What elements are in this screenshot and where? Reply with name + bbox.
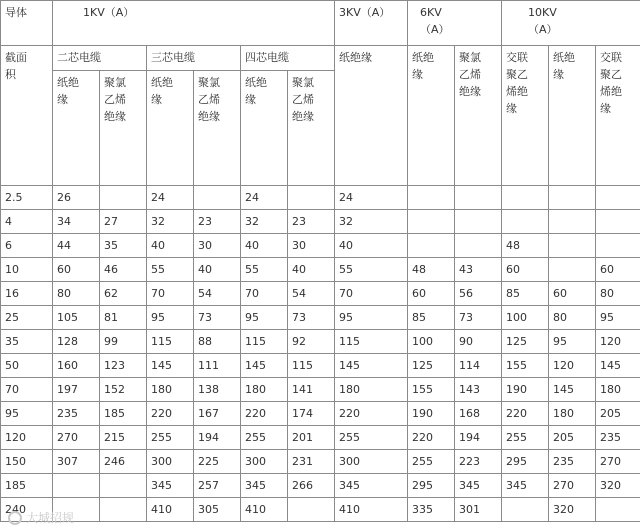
- section-header: 截面积: [1, 46, 53, 186]
- current-cell: 95: [596, 306, 640, 330]
- section-cell: 2.5: [1, 186, 53, 210]
- current-cell: 301: [455, 498, 502, 522]
- current-cell: 345: [335, 474, 408, 498]
- current-cell: 145: [549, 378, 596, 402]
- section-cell: 240: [1, 498, 53, 522]
- current-cell: 92: [288, 330, 335, 354]
- current-cell: [502, 498, 549, 522]
- current-cell: 194: [455, 426, 502, 450]
- current-cell: 300: [147, 450, 194, 474]
- current-cell: 141: [288, 378, 335, 402]
- current-cell: 270: [53, 426, 100, 450]
- current-cell: 305: [194, 498, 241, 522]
- current-cell: 60: [596, 258, 640, 282]
- current-cell: [549, 234, 596, 258]
- current-cell: [549, 258, 596, 282]
- current-cell: [549, 210, 596, 234]
- current-cell: 43: [455, 258, 502, 282]
- current-cell: 125: [502, 330, 549, 354]
- current-cell: 55: [147, 258, 194, 282]
- current-cell: 138: [194, 378, 241, 402]
- current-cell: [455, 210, 502, 234]
- table-row: [1, 474, 640, 498]
- current-cell: 40: [147, 234, 194, 258]
- xlpe-insulation-10kv-header-2: 交联聚乙烯绝缘: [596, 46, 640, 186]
- section-cell: 25: [1, 306, 53, 330]
- current-cell: 70: [241, 282, 288, 306]
- current-cell: 30: [288, 234, 335, 258]
- conductor-header: 导体: [1, 1, 53, 46]
- current-cell: 220: [241, 402, 288, 426]
- current-cell: 345: [241, 474, 288, 498]
- current-cell: 180: [596, 378, 640, 402]
- table-row: [1, 426, 640, 450]
- current-cell: 34: [53, 210, 100, 234]
- current-cell: 223: [455, 450, 502, 474]
- table-row: [1, 186, 640, 210]
- current-cell: 95: [549, 330, 596, 354]
- current-cell: 220: [408, 426, 455, 450]
- current-cell: 155: [408, 378, 455, 402]
- pvc-insulation-6kv-header: 聚氯乙烯绝缘: [455, 46, 502, 186]
- current-cell: 225: [194, 450, 241, 474]
- current-cell: 231: [288, 450, 335, 474]
- three-core-pvc-header: 聚氯乙烯绝缘: [194, 71, 241, 186]
- section-cell: 50: [1, 354, 53, 378]
- current-cell: 23: [194, 210, 241, 234]
- current-cell: 220: [335, 402, 408, 426]
- current-cell: 123: [100, 354, 147, 378]
- current-cell: 143: [455, 378, 502, 402]
- current-cell: 197: [53, 378, 100, 402]
- current-cell: 205: [596, 402, 640, 426]
- current-cell: 201: [288, 426, 335, 450]
- current-cell: 54: [194, 282, 241, 306]
- current-cell: 70: [335, 282, 408, 306]
- paper-insulation-3kv-header: 纸绝缘: [335, 46, 408, 186]
- two-core-pvc-header: 聚氯乙烯绝缘: [100, 71, 147, 186]
- current-cell: 128: [53, 330, 100, 354]
- current-cell: 73: [288, 306, 335, 330]
- current-cell: [455, 186, 502, 210]
- current-cell: 215: [100, 426, 147, 450]
- current-cell: [194, 186, 241, 210]
- section-cell: 35: [1, 330, 53, 354]
- current-cell: 410: [147, 498, 194, 522]
- current-cell: 180: [241, 378, 288, 402]
- voltage-10kv-header: 10KV （A）: [502, 1, 640, 46]
- current-cell: 62: [100, 282, 147, 306]
- current-cell: 255: [147, 426, 194, 450]
- current-cell: 115: [241, 330, 288, 354]
- current-cell: 54: [288, 282, 335, 306]
- current-cell: 180: [147, 378, 194, 402]
- current-cell: [100, 474, 147, 498]
- table-row: [1, 234, 640, 258]
- current-cell: [596, 186, 640, 210]
- current-cell: 145: [596, 354, 640, 378]
- current-cell: 180: [549, 402, 596, 426]
- current-cell: 60: [53, 258, 100, 282]
- current-cell: 300: [241, 450, 288, 474]
- current-cell: 32: [241, 210, 288, 234]
- section-cell: 70: [1, 378, 53, 402]
- current-cell: 46: [100, 258, 147, 282]
- current-cell: 115: [335, 330, 408, 354]
- current-cell: 35: [100, 234, 147, 258]
- current-cell: [549, 186, 596, 210]
- current-cell: 99: [100, 330, 147, 354]
- section-cell: 120: [1, 426, 53, 450]
- four-core-pvc-header: 聚氯乙烯绝缘: [288, 71, 335, 186]
- current-cell: 270: [549, 474, 596, 498]
- current-cell: 100: [408, 330, 455, 354]
- current-cell: 44: [53, 234, 100, 258]
- current-cell: 114: [455, 354, 502, 378]
- current-cell: 100: [502, 306, 549, 330]
- current-cell: 125: [408, 354, 455, 378]
- current-cell: 345: [147, 474, 194, 498]
- current-cell: 32: [335, 210, 408, 234]
- section-cell: 95: [1, 402, 53, 426]
- current-cell: 255: [241, 426, 288, 450]
- current-cell: 145: [147, 354, 194, 378]
- current-cell: 24: [241, 186, 288, 210]
- current-cell: [502, 186, 549, 210]
- current-cell: 56: [455, 282, 502, 306]
- current-cell: 220: [147, 402, 194, 426]
- current-cell: 120: [549, 354, 596, 378]
- current-cell: 55: [241, 258, 288, 282]
- table-row: [1, 258, 640, 282]
- table-row: [1, 282, 640, 306]
- current-cell: [596, 234, 640, 258]
- current-cell: 295: [502, 450, 549, 474]
- watermark: 大城招规: [8, 509, 74, 526]
- two-core-header: 二芯电缆: [53, 46, 147, 71]
- current-cell: 70: [147, 282, 194, 306]
- current-cell: 220: [502, 402, 549, 426]
- table-row: [1, 378, 640, 402]
- current-cell: 300: [335, 450, 408, 474]
- current-cell: 26: [53, 186, 100, 210]
- current-cell: [596, 498, 640, 522]
- table-row: [1, 306, 640, 330]
- current-cell: [53, 474, 100, 498]
- table-row: [1, 354, 640, 378]
- three-core-header: 三芯电缆: [147, 46, 241, 71]
- current-cell: 60: [408, 282, 455, 306]
- current-cell: 105: [53, 306, 100, 330]
- current-cell: 24: [147, 186, 194, 210]
- current-cell: 32: [147, 210, 194, 234]
- current-cell: 23: [288, 210, 335, 234]
- four-core-paper-header: 纸绝缘: [241, 71, 288, 186]
- current-cell: 190: [408, 402, 455, 426]
- table-row: [1, 498, 640, 522]
- current-cell: [502, 210, 549, 234]
- current-cell: [455, 234, 502, 258]
- current-cell: 266: [288, 474, 335, 498]
- current-cell: 80: [549, 306, 596, 330]
- current-cell: 120: [596, 330, 640, 354]
- section-cell: 4: [1, 210, 53, 234]
- current-cell: [408, 210, 455, 234]
- current-cell: 80: [596, 282, 640, 306]
- current-cell: 205: [549, 426, 596, 450]
- current-cell: 160: [53, 354, 100, 378]
- current-cell: 235: [53, 402, 100, 426]
- current-cell: 30: [194, 234, 241, 258]
- current-cell: 235: [596, 426, 640, 450]
- current-cell: 81: [100, 306, 147, 330]
- current-cell: [596, 210, 640, 234]
- current-cell: 168: [455, 402, 502, 426]
- current-cell: 24: [335, 186, 408, 210]
- current-cell: 410: [241, 498, 288, 522]
- current-cell: 345: [502, 474, 549, 498]
- current-cell: 40: [335, 234, 408, 258]
- current-cell: 255: [408, 450, 455, 474]
- current-cell: [408, 186, 455, 210]
- current-cell: 345: [455, 474, 502, 498]
- current-cell: 167: [194, 402, 241, 426]
- section-cell: 16: [1, 282, 53, 306]
- current-cell: [288, 186, 335, 210]
- current-cell: 40: [241, 234, 288, 258]
- current-cell: 255: [335, 426, 408, 450]
- current-cell: 115: [288, 354, 335, 378]
- current-cell: 60: [549, 282, 596, 306]
- current-cell: 115: [147, 330, 194, 354]
- current-cell: 40: [288, 258, 335, 282]
- current-cell: 257: [194, 474, 241, 498]
- current-cell: 410: [335, 498, 408, 522]
- current-cell: 95: [147, 306, 194, 330]
- current-cell: 320: [549, 498, 596, 522]
- current-cell: 111: [194, 354, 241, 378]
- current-cell: [288, 498, 335, 522]
- current-cell: 95: [241, 306, 288, 330]
- two-core-paper-header: 纸绝缘: [53, 71, 100, 186]
- current-cell: 155: [502, 354, 549, 378]
- current-cell: 185: [100, 402, 147, 426]
- xlpe-insulation-10kv-header: 交联聚乙烯绝缘: [502, 46, 549, 186]
- current-cell: 60: [502, 258, 549, 282]
- current-cell: 180: [335, 378, 408, 402]
- current-cell: 246: [100, 450, 147, 474]
- four-core-header: 四芯电缆: [241, 46, 335, 71]
- current-cell: 255: [502, 426, 549, 450]
- table-row: [1, 450, 640, 474]
- section-cell: 150: [1, 450, 53, 474]
- current-cell: 145: [335, 354, 408, 378]
- current-cell: 194: [194, 426, 241, 450]
- table-row: [1, 210, 640, 234]
- section-cell: 10: [1, 258, 53, 282]
- current-cell: 190: [502, 378, 549, 402]
- voltage-6kv-header: 6KV （A）: [408, 1, 502, 46]
- current-cell: 145: [241, 354, 288, 378]
- current-cell: [408, 234, 455, 258]
- current-cell: 48: [502, 234, 549, 258]
- paper-insulation-10kv-header: 纸绝缘: [549, 46, 596, 186]
- section-cell: 185: [1, 474, 53, 498]
- current-cell: 27: [100, 210, 147, 234]
- table-row: [1, 330, 640, 354]
- current-cell: 90: [455, 330, 502, 354]
- paper-insulation-6kv-header: 纸绝缘: [408, 46, 455, 186]
- current-cell: 307: [53, 450, 100, 474]
- wechat-logo-icon: [8, 511, 22, 525]
- current-cell: 295: [408, 474, 455, 498]
- voltage-1kv-header: 1KV（A）: [53, 1, 335, 46]
- current-cell: 73: [194, 306, 241, 330]
- current-cell: 73: [455, 306, 502, 330]
- current-cell: 320: [596, 474, 640, 498]
- current-cell: 95: [335, 306, 408, 330]
- current-cell: 235: [549, 450, 596, 474]
- current-cell: [100, 498, 147, 522]
- current-cell: 270: [596, 450, 640, 474]
- current-cell: 80: [53, 282, 100, 306]
- current-cell: 55: [335, 258, 408, 282]
- current-cell: 85: [408, 306, 455, 330]
- current-cell: [100, 186, 147, 210]
- voltage-3kv-header: 3KV（A）: [335, 1, 408, 46]
- current-cell: 152: [100, 378, 147, 402]
- current-cell: 40: [194, 258, 241, 282]
- current-cell: 88: [194, 330, 241, 354]
- three-core-paper-header: 纸绝缘: [147, 71, 194, 186]
- section-cell: 6: [1, 234, 53, 258]
- current-cell: 174: [288, 402, 335, 426]
- table-row: [1, 402, 640, 426]
- current-cell: 48: [408, 258, 455, 282]
- current-cell: 85: [502, 282, 549, 306]
- current-cell: 335: [408, 498, 455, 522]
